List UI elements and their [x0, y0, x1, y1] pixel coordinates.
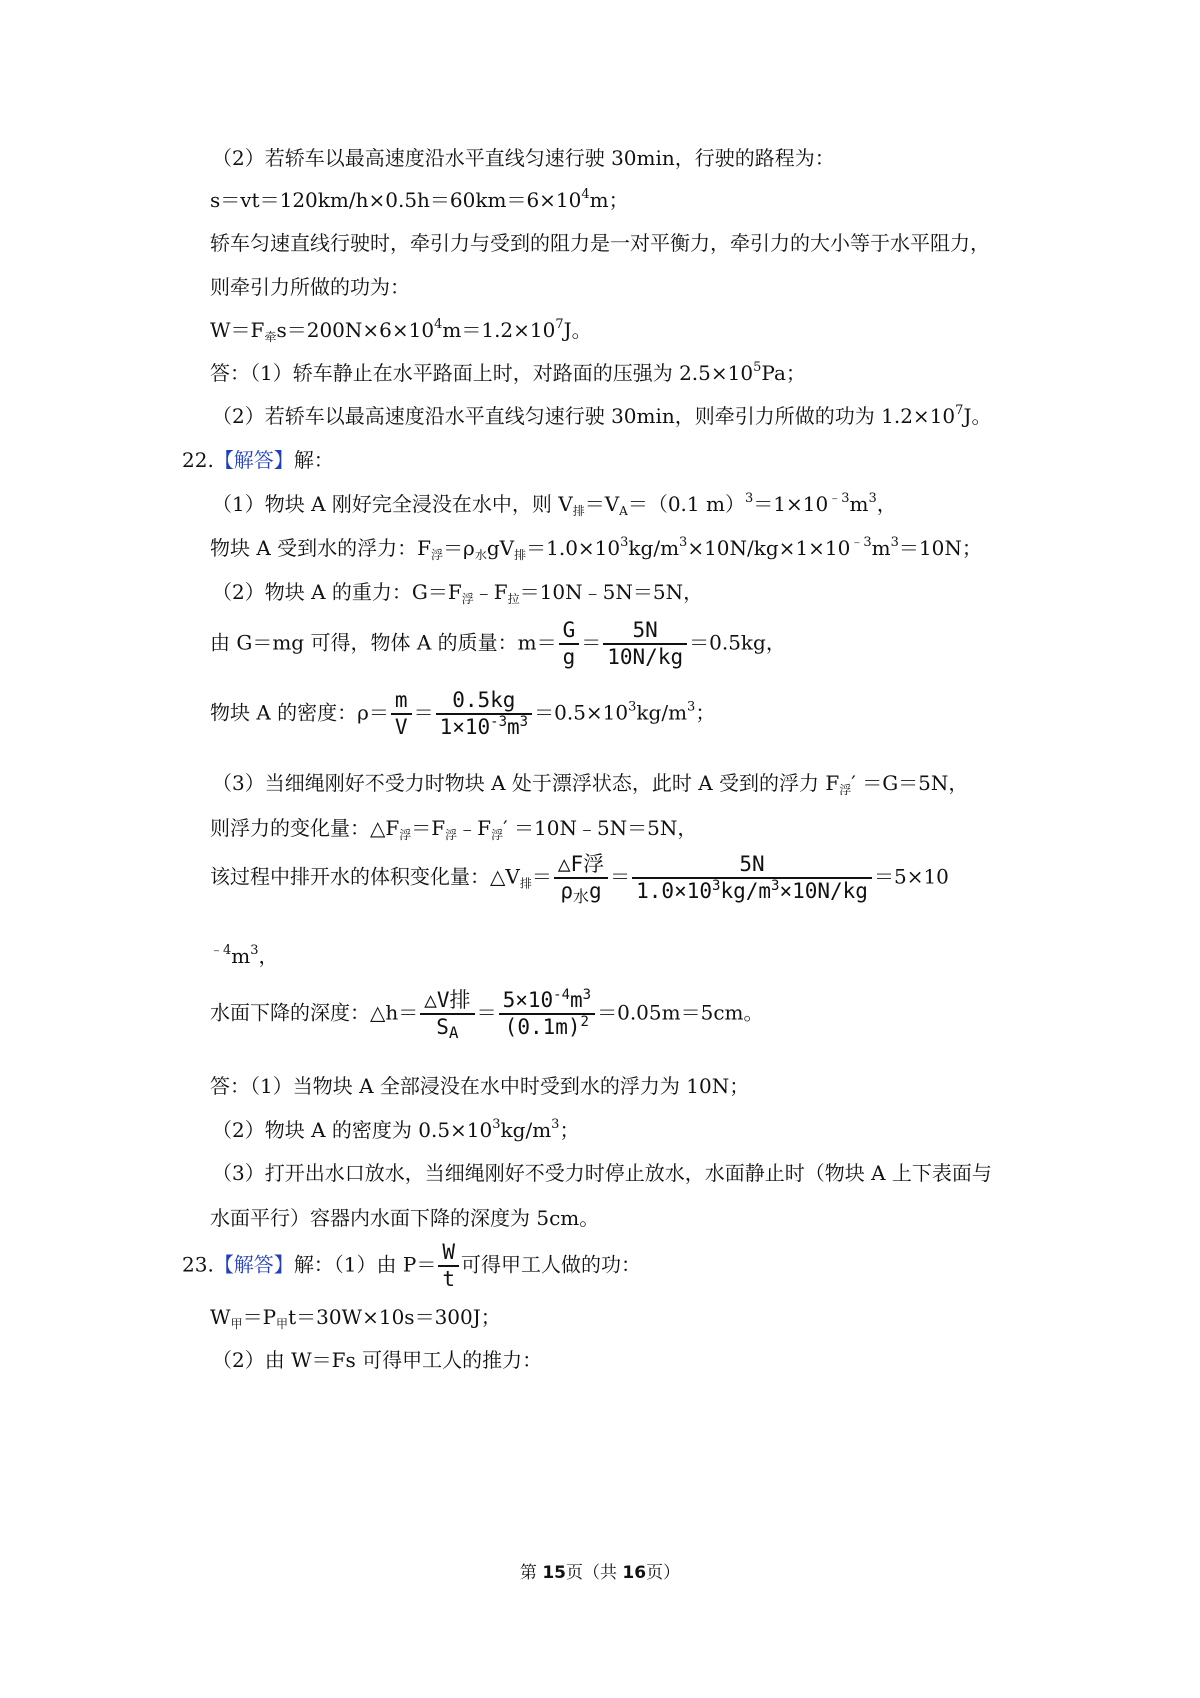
answer-tag: 【解答】 [213, 448, 294, 472]
text-line: （2）物块 A 的重力：$G=F_浮﹣F_拉=10N﹣5N=5N$， [212, 580, 704, 606]
text-line: $^{﹣4}m^3$， [210, 943, 279, 968]
answer-tag: 【解答】 [213, 1252, 294, 1277]
fraction: $\frac{0.5kg}{1\times 10^{-3}m^3}$ [436, 688, 533, 740]
fraction: $\frac{G}{g}$ [559, 618, 580, 670]
formula-line: 该过程中排开水的体积变化量：$\triangle V_排=$ $\frac{\text{△F浮}}{\rho_水g}$ ＝ $\frac{5N}{1.0\times 10^3kg/m^3\times 10N/kg}$ ＝5×10 [210, 852, 949, 907]
text-line: 答：（1）轿车静止在水平路面上时，对路面的压强为 $2.5\times 10^5Pa$； [210, 360, 806, 385]
formula-line: 由 G＝mg 可得，物体 A 的质量：m＝ $\frac{G}{g}$ ＝ $\frac{5N}{10N/kg}$ ＝0.5kg， [210, 618, 786, 670]
text-line: $s=vt=120km/h\times 0.5h=60km=6\times 10^4m$； [210, 187, 629, 212]
formula-line: 物块 A 的密度：ρ＝ $\frac{m}{V}$ ＝ $\frac{0.5kg}{1\times 10^{-3}m^3}$ $=0.5\times 10^3kg/m^3$； [210, 688, 716, 740]
question-22-heading: 22.【解答】解： [182, 448, 334, 472]
text-line: $W_甲=P_甲t=30W\times 10s=300J$； [210, 1305, 501, 1331]
fraction: $\frac{\text{△F浮}}{\rho_水g}$ [554, 852, 608, 904]
fraction: $\frac{5N}{10N/kg}$ [603, 618, 687, 670]
page-total: 16 [622, 1563, 647, 1583]
fraction: $\frac{\text{△V排}}{S_A}$ [420, 988, 474, 1040]
fraction: $\frac{5N}{1.0\times 10^3kg/m^3\times 10N/kg}$ [632, 852, 872, 904]
text-line: （2）若轿车以最高速度沿水平直线匀速行驶 30min，则牵引力所做的功为 $1.2\times 10^7J$。 [212, 403, 992, 428]
text-line: 水面平行）容器内水面下降的深度为 5cm。 [210, 1206, 600, 1230]
text-line: 物块 A 受到水的浮力：$F_浮=\rho_水gV_排=1.0\times 10^3kg/m^3\times 10N/kg\times 1\times 10^{﹣3}m^3=10N$； [210, 535, 982, 562]
page-footer: 第 15页（共 16页） [519, 1563, 681, 1583]
fraction: $\frac{m}{V}$ [391, 688, 412, 740]
text-line: $W=F_牵s=200N\times 6\times 10^4m=1.2\times 10^7J$。 [210, 317, 592, 344]
question-23-heading: 23.【解答】解：（1）由 P＝ $\frac{W}{t}$ 可得甲工人做的功： [182, 1240, 642, 1292]
text-line: （3）打开出水口放水，当细绳刚好不受力时停止放水，水面静止时（物块 A 上下表面与 [212, 1161, 992, 1185]
text-line: 则浮力的变化量：$\triangle F_浮=F_浮﹣F_浮'$ ＝10N﹣5N＝5N， [210, 816, 698, 842]
fraction: $\frac{W}{t}$ [438, 1240, 459, 1292]
text-line: （1）物块 A 刚好完全浸没在水中，则 $V_排=V_A=(0.1$ $m)^3=1\times 10^{﹣3}m^3$， [212, 491, 897, 518]
text-line: （2）若轿车以最高速度沿水平直线匀速行驶 30min，行驶的路程为： [212, 146, 835, 170]
page-number: 15 [542, 1563, 566, 1583]
text-line: 则牵引力所做的功为： [210, 275, 410, 299]
text-line: 答：（1）当物块 A 全部浸没在水中时受到水的浮力为 10N； [210, 1074, 750, 1098]
text-line: （2）由 W＝Fs 可得甲工人的推力： [212, 1348, 543, 1372]
text-line: （2）物块 A 的密度为 $0.5\times 10^3kg/m^3$； [212, 1117, 580, 1142]
text-line: （3）当细绳刚好不受力时物块 A 处于漂浮状态，此时 A 受到的浮力 $F_浮' =G=5N$， [212, 771, 969, 797]
formula-line: 水面下降的深度：△h＝ $\frac{\text{△V排}}{S_A}$ ＝ $\frac{5\times 10^{-4}m^3}{(0.1m)^2}$ ＝0.05m＝5cm。 [210, 987, 764, 1043]
fraction: $\frac{5\times 10^{-4}m^3}{(0.1m)^2}$ [499, 988, 596, 1040]
text-line: 轿车匀速直线行驶时，牵引力与受到的阻力是一对平衡力，牵引力的大小等于水平阻力， [210, 231, 990, 255]
